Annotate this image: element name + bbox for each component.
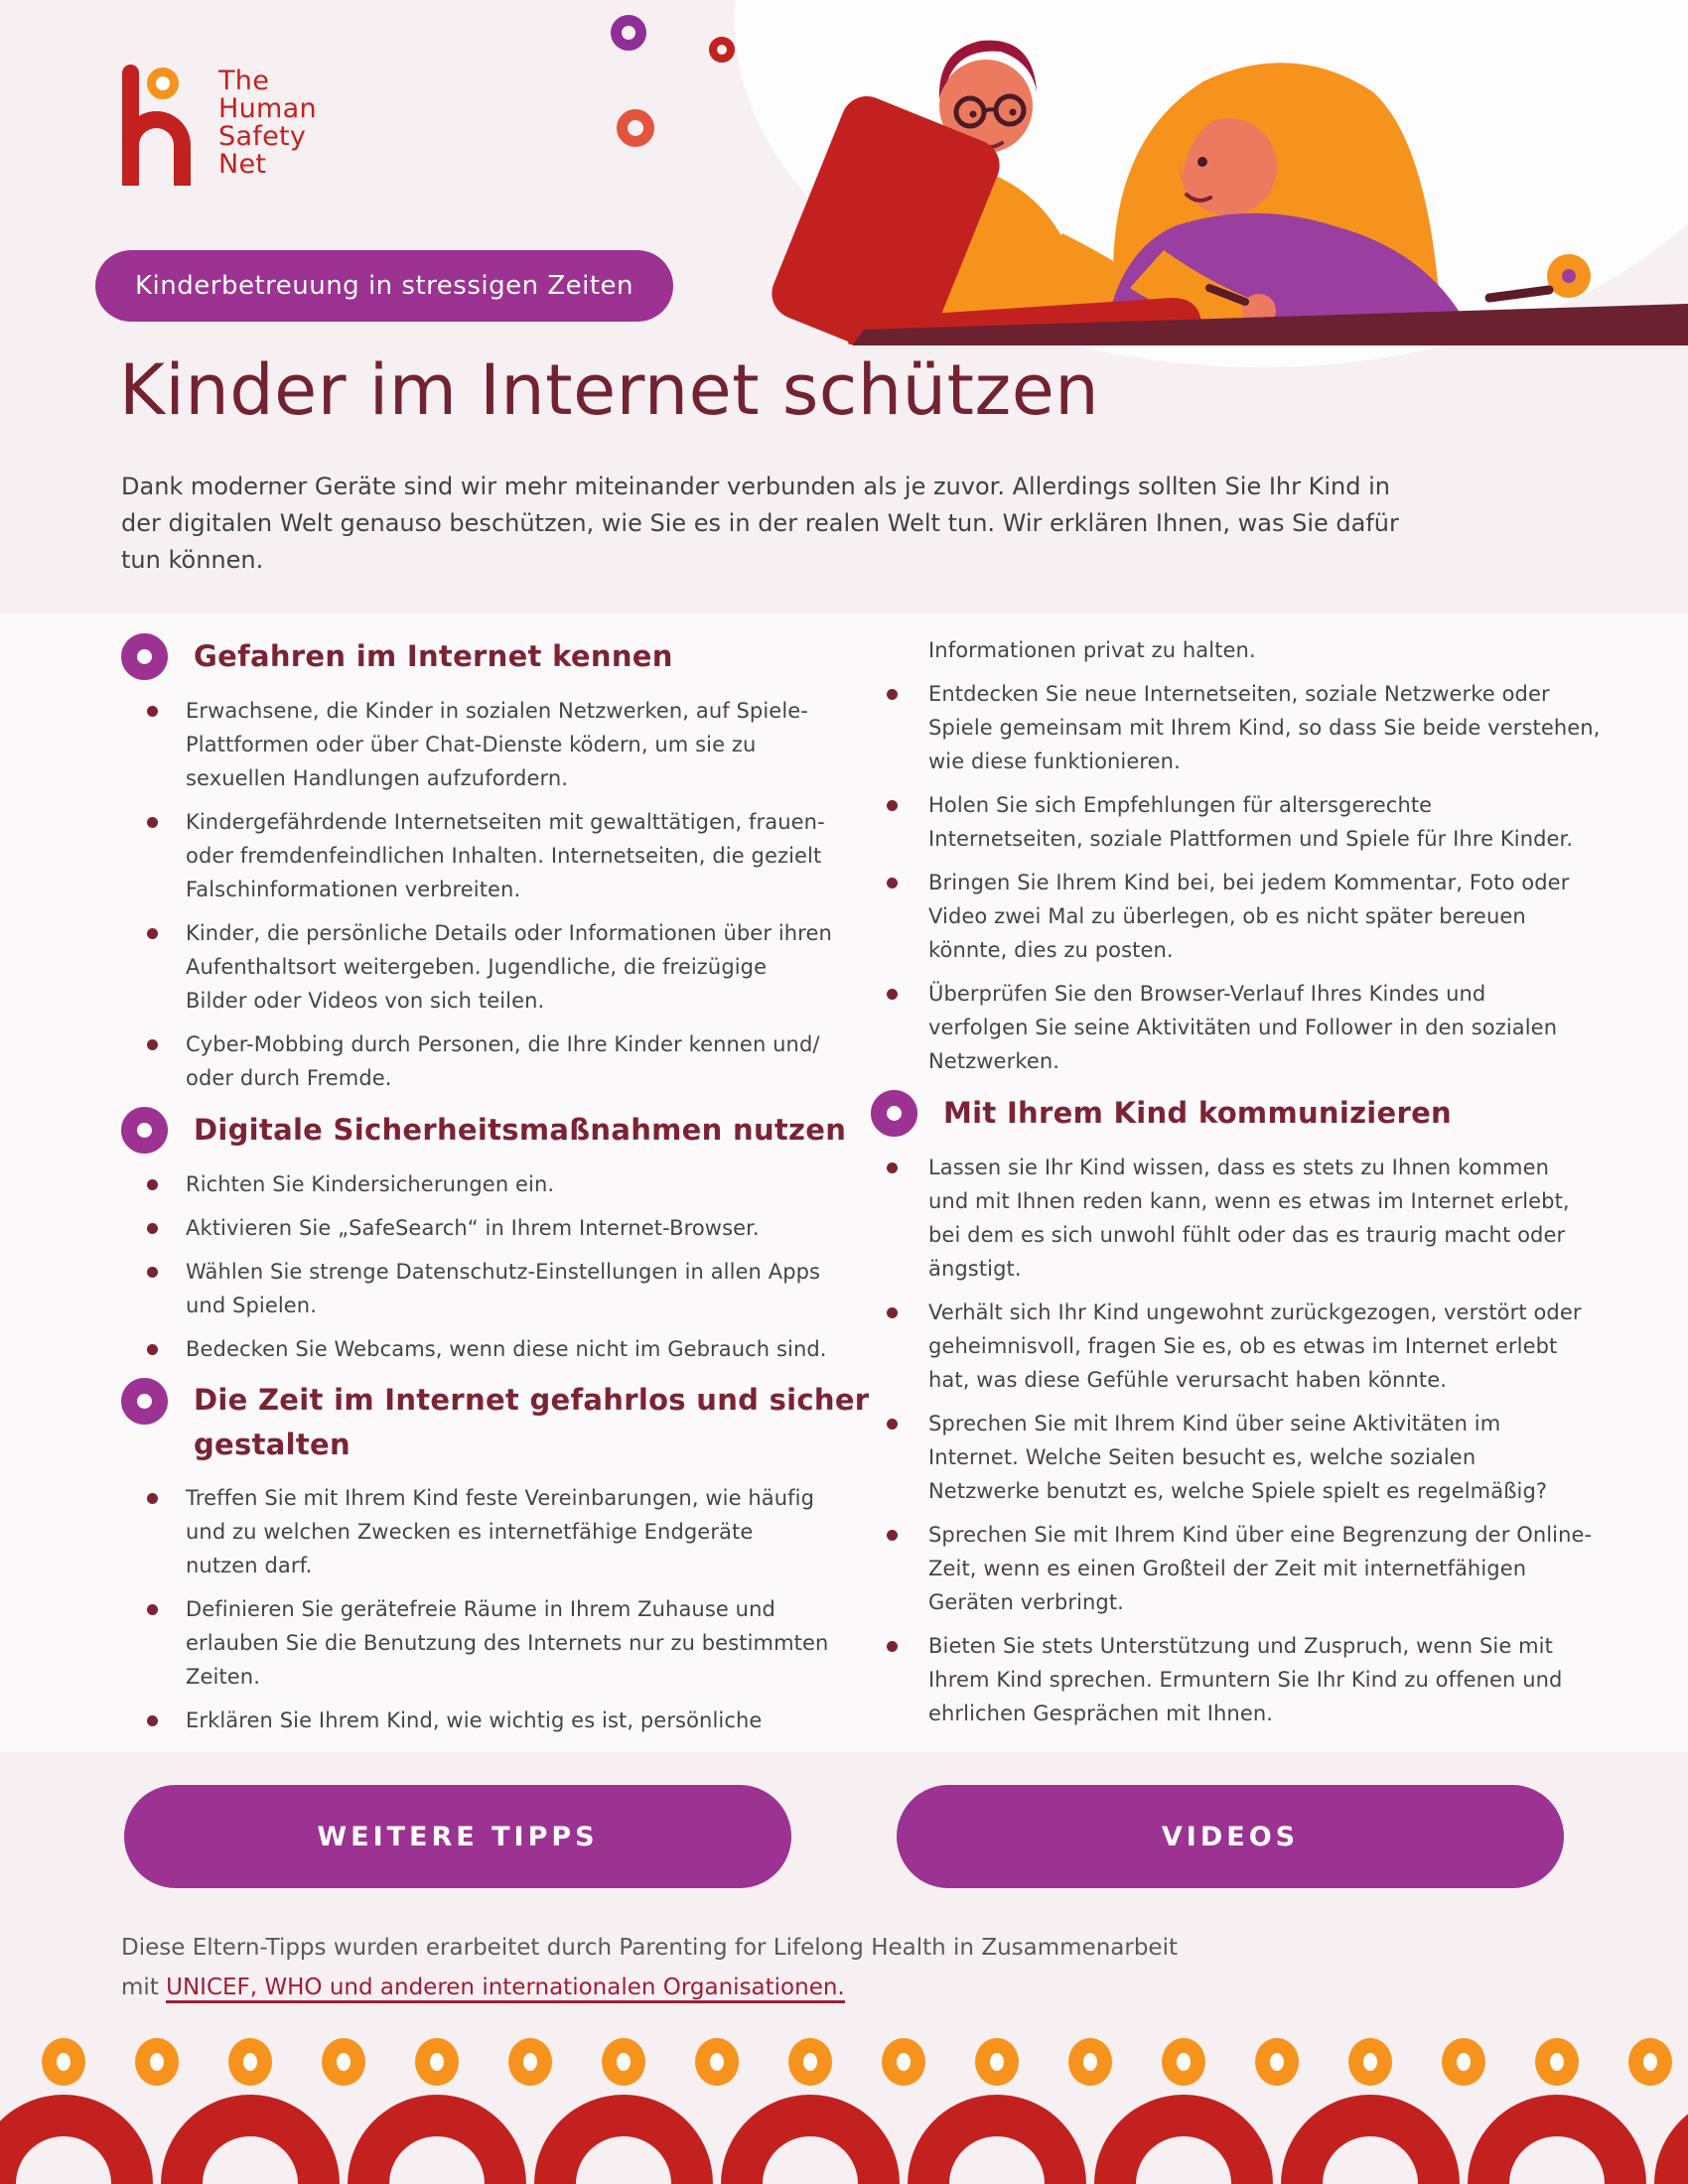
list-item-line: verfolgen Sie seine Aktivitäten und Follower in den sozialen bbox=[928, 1016, 1558, 1039]
section-heading bbox=[943, 1090, 1452, 1137]
list-item-line: und Spielen. bbox=[186, 1294, 317, 1317]
list-item-line: Sprechen Sie mit Ihrem Kind über seine Aktivitäten im bbox=[928, 1412, 1501, 1435]
list-item bbox=[121, 916, 846, 1018]
logo-wordmark: The Human Safety Net bbox=[218, 66, 317, 180]
list-item-line: Video zwei Mal zu überlegen, ob es nicht später bereuen bbox=[928, 904, 1526, 928]
list-item-line: Bringen Sie Ihrem Kind bei, bei jedem Kommentar, Foto oder bbox=[928, 871, 1570, 894]
section-heading bbox=[194, 1107, 846, 1154]
section bbox=[871, 1090, 1593, 1730]
list-item-line: hat, was diese Gefühle verursacht haben könnte. bbox=[928, 1368, 1447, 1392]
list-item-line: wie diese funktionieren. bbox=[928, 750, 1181, 773]
list-item-line: Cyber-Mobbing durch Personen, die Ihre Kinder kennen und/ bbox=[186, 1032, 820, 1056]
section-heading-line: Mit Ihrem Kind kommunizieren bbox=[943, 1096, 1452, 1130]
column-right bbox=[871, 617, 1601, 1740]
section-heading bbox=[194, 1378, 869, 1467]
list-item-line: Informationen privat zu halten. bbox=[928, 638, 1256, 662]
topic-badge bbox=[95, 250, 673, 322]
list-item bbox=[121, 1704, 846, 1737]
list-item bbox=[871, 1629, 1589, 1730]
section-header bbox=[121, 633, 846, 680]
list-item-line: Wählen Sie strenge Datenschutz-Einstellungen in allen Apps bbox=[186, 1260, 821, 1284]
list-item bbox=[121, 1211, 846, 1245]
section-heading-line: gestalten bbox=[194, 1428, 351, 1461]
list-item bbox=[871, 788, 1589, 856]
list-item bbox=[121, 694, 846, 795]
more-tips-button[interactable]: WEITERE TIPPS bbox=[124, 1785, 791, 1888]
list-item-line: ängstigt. bbox=[928, 1257, 1022, 1281]
list-item-line: Kindergefährdende Internetseiten mit gewalttätigen, frauen- bbox=[186, 810, 825, 834]
list-item-line: Aufenthaltsort weitergeben. Jugendliche, die freizügige bbox=[186, 955, 768, 979]
section-heading-line: Gefahren im Internet kennen bbox=[194, 639, 673, 673]
section-bullet-icon bbox=[121, 1107, 168, 1154]
section bbox=[121, 1378, 870, 1737]
list-item-line: nutzen darf. bbox=[186, 1554, 313, 1577]
section bbox=[121, 633, 846, 1095]
list-item-line: Entdecken Sie neue Internetseiten, soziale Netzwerke oder bbox=[928, 682, 1550, 706]
list-item-line: Internet. Welche Seiten besucht es, welche sozialen bbox=[928, 1445, 1477, 1469]
list-item bbox=[121, 1167, 846, 1201]
decor-donut-icon bbox=[709, 37, 735, 63]
list-item-line: Spiele gemeinsam mit Ihrem Kind, so dass Sie beide verstehen, bbox=[928, 716, 1601, 740]
list-item-line: Verhält sich Ihr Kind ungewohnt zurückgezogen, verstört oder bbox=[928, 1300, 1582, 1324]
list-item-line: Holen Sie sich Empfehlungen für altersgerechte bbox=[928, 793, 1433, 817]
list-item-line: und zu welchen Zwecken es internetfähige Endgeräte bbox=[186, 1520, 754, 1544]
page-title: Kinder im Internet schützen bbox=[119, 349, 1100, 431]
section-header bbox=[121, 1378, 870, 1467]
decor-donut-icon bbox=[611, 15, 646, 51]
footer-arch-icon bbox=[0, 2095, 153, 2184]
list-item-line: Zeit, wenn es einen Großteil der Zeit mit internetfähigen bbox=[928, 1557, 1527, 1580]
videos-button[interactable]: VIDEOS bbox=[897, 1785, 1564, 1888]
list-item-line: oder durch Fremde. bbox=[186, 1066, 392, 1090]
footer-arch-icon bbox=[1654, 2095, 1688, 2184]
section-bullet-icon bbox=[871, 1090, 917, 1137]
list-item-line: Richten Sie Kindersicherungen ein. bbox=[186, 1172, 555, 1196]
list-item bbox=[871, 977, 1589, 1078]
list-item-line: Bedecken Sie Webcams, wenn diese nicht im Gebrauch sind. bbox=[186, 1337, 827, 1361]
list-item bbox=[871, 1151, 1589, 1286]
list-item-line: Bilder oder Videos von sich teilen. bbox=[186, 989, 545, 1013]
section-heading bbox=[194, 633, 673, 680]
list-item bbox=[121, 1332, 846, 1366]
list-item-line: Netzwerken. bbox=[928, 1049, 1060, 1073]
list-item-line: geheimnisvoll, fragen Sie es, ob es etwas im Internet erlebt bbox=[928, 1334, 1558, 1358]
list-item-line: könnte, dies zu posten. bbox=[928, 938, 1174, 962]
list-item-line: ehrlichen Gesprächen mit Ihnen. bbox=[928, 1702, 1274, 1725]
decor-donut-icon bbox=[617, 109, 654, 147]
footer-arch-icon bbox=[534, 2095, 713, 2184]
list-item-line: Sprechen Sie mit Ihrem Kind über eine Begrenzung der Online- bbox=[928, 1523, 1593, 1547]
list-item-line: Aktivieren Sie „SafeSearch“ in Ihrem Internet-Browser. bbox=[186, 1216, 760, 1240]
family-laptop-illustration bbox=[735, 0, 1688, 345]
footer-arch-icon bbox=[908, 2095, 1086, 2184]
section-bullet-icon bbox=[121, 633, 168, 680]
human-safety-net-logo bbox=[99, 62, 516, 201]
list-item-line: Definieren Sie gerätefreie Räume in Ihrem Zuhause und bbox=[186, 1597, 775, 1621]
list-item bbox=[871, 677, 1601, 778]
column-left bbox=[121, 617, 870, 1747]
intro-line: Dank moderner Geräte sind wir mehr miteinander verbunden als je zuvor. Allerdings sollten Sie Ihr Kind in bbox=[121, 473, 1390, 500]
list-item-line: Treffen Sie mit Ihrem Kind feste Vereinbarungen, wie häufig bbox=[186, 1486, 815, 1510]
intro-paragraph bbox=[121, 469, 1399, 579]
list-item-line: bei dem es sich unwohl fühlt oder das es traurig macht oder bbox=[928, 1223, 1566, 1247]
list-item-line: Plattformen oder über Chat-Dienste ködern, um sie zu bbox=[186, 733, 757, 756]
list-item bbox=[871, 1518, 1593, 1619]
list-item-line: Ihrem Kind sprechen. Ermuntern Sie Ihr Kind zu offenen und bbox=[928, 1668, 1563, 1692]
section-heading-line: Digitale Sicherheitsmaßnahmen nutzen bbox=[194, 1113, 847, 1147]
list-item-line: Bieten Sie stets Unterstützung und Zuspruch, wenn Sie mit bbox=[928, 1634, 1553, 1658]
logo-h-arch-icon bbox=[122, 111, 191, 186]
list-item bbox=[121, 1481, 846, 1582]
section bbox=[121, 1107, 846, 1366]
footer-arch-icon bbox=[161, 2095, 340, 2184]
list-item bbox=[121, 805, 846, 906]
list-item-line: Geräten verbringt. bbox=[928, 1590, 1124, 1614]
list-item-line: oder fremdenfeindlichen Inhalten. Internetseiten, die gezielt bbox=[186, 844, 822, 868]
list-item-line: Überprüfen Sie den Browser-Verlauf Ihres Kindes und bbox=[928, 982, 1486, 1006]
footer-arch-icon bbox=[348, 2095, 526, 2184]
list-item bbox=[121, 1592, 846, 1694]
list-item bbox=[871, 1407, 1589, 1508]
footer-arches-border bbox=[0, 1985, 1688, 2184]
list-item-line: Internetseiten, soziale Plattformen und Spiele für Ihre Kinder. bbox=[928, 827, 1574, 851]
section-heading-line: Die Zeit im Internet gefahrlos und sicher bbox=[194, 1383, 870, 1417]
intro-line: tun können. bbox=[121, 546, 264, 574]
section-bullet-icon bbox=[121, 1378, 168, 1425]
list-item bbox=[121, 1027, 846, 1095]
topic-badge-label: Kinderbetreuung in stressigen Zeiten bbox=[135, 271, 634, 301]
list-item-line: sexuellen Handlungen aufzufordern. bbox=[186, 766, 569, 790]
footer-arch-icon bbox=[1094, 2095, 1273, 2184]
footer-line1: Diese Eltern-Tipps wurden erarbeitet durch Parenting for Lifelong Health in Zusammenarbeit bbox=[121, 1935, 1178, 1961]
footer-arch-icon bbox=[1281, 2095, 1460, 2184]
logo-orange-dot-icon bbox=[147, 68, 179, 99]
partners-link[interactable]: UNICEF, WHO und anderen internationalen Organisationen. bbox=[166, 1975, 845, 2003]
list-item-line: Kinder, die persönliche Details oder Informationen über ihren bbox=[186, 921, 832, 945]
list-item-line: Lassen sie Ihr Kind wissen, dass es stets zu Ihnen kommen bbox=[928, 1156, 1549, 1179]
list-item-line: Erwachsene, die Kinder in sozialen Netzwerken, auf Spiele- bbox=[186, 699, 808, 723]
footer-arch-icon bbox=[721, 2095, 900, 2184]
section-header bbox=[121, 1107, 846, 1154]
list-item-line: und mit Ihnen reden kann, wenn es etwas im Internet erlebt, bbox=[928, 1189, 1570, 1213]
footer-arch-icon bbox=[1468, 2095, 1646, 2184]
list-item-line: Zeiten. bbox=[186, 1665, 260, 1689]
continuation-line bbox=[871, 633, 1589, 667]
list-item bbox=[871, 866, 1589, 967]
list-item bbox=[121, 1255, 846, 1322]
list-item bbox=[871, 1296, 1589, 1397]
intro-line: der digitalen Welt genauso beschützen, wie Sie es in der realen Welt tun. Wir erklären Ihnen, was Sie dafür bbox=[121, 509, 1399, 537]
section-header bbox=[871, 1090, 1589, 1137]
list-item-line: erlauben Sie die Benutzung des Internets nur zu bestimmten bbox=[186, 1631, 829, 1655]
list-item-line: Falschinformationen verbreiten. bbox=[186, 878, 521, 901]
footer-line2-prefix: mit bbox=[121, 1975, 167, 2000]
list-item-line: Netzwerke benutzt es, welche Spiele spielt es regelmäßig? bbox=[928, 1479, 1548, 1503]
list-item-line: Erklären Sie Ihrem Kind, wie wichtig es ist, persönliche bbox=[186, 1708, 763, 1732]
